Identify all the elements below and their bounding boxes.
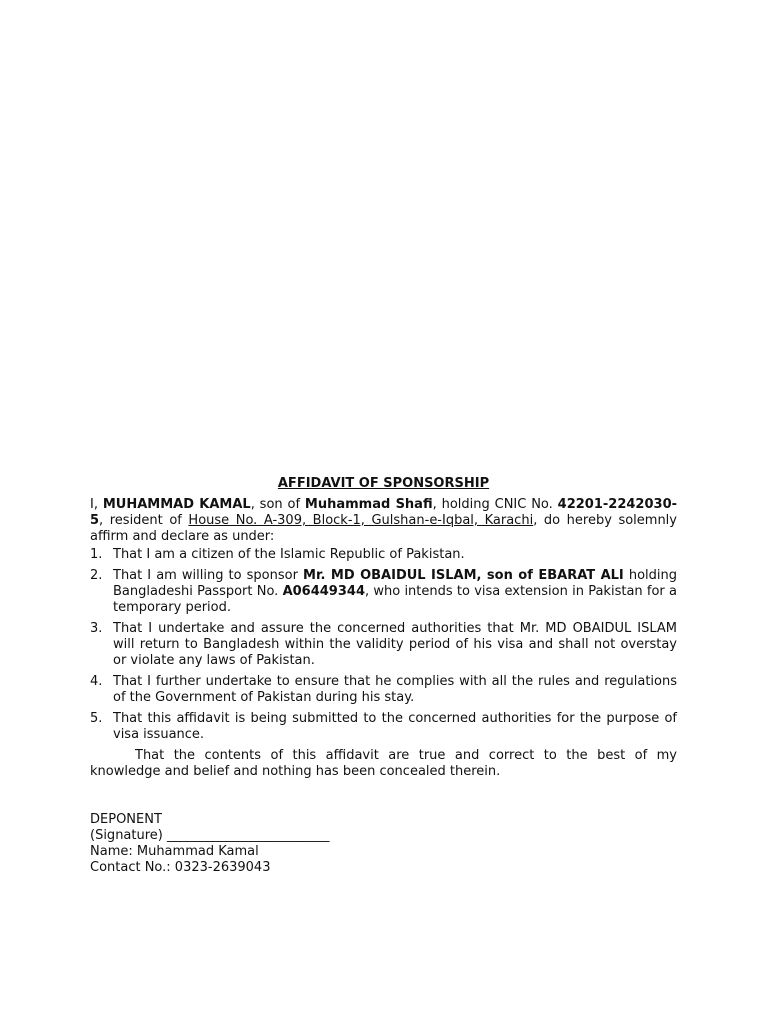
clause-number: 5. bbox=[90, 711, 103, 726]
intro-text-1: I, bbox=[90, 497, 103, 512]
clause-number: 3. bbox=[90, 621, 103, 636]
deponent-name: MUHAMMAD KAMAL bbox=[102, 497, 251, 512]
father-name: Muhammad Shafi bbox=[304, 497, 433, 512]
contact-number: Contact No.: 0323-2639043 bbox=[90, 860, 271, 875]
signature-line: (Signature) _________________________ bbox=[90, 828, 330, 843]
clause-item bbox=[90, 711, 677, 743]
document-title: AFFIDAVIT OF SPONSORSHIP bbox=[277, 476, 490, 491]
clause-item bbox=[90, 568, 677, 616]
intro-text-5: , do hereby solemnly affirm and declare as under: bbox=[90, 513, 677, 544]
signatory-name: Name: Muhammad Kamal bbox=[90, 844, 259, 859]
clause-text-2: holding Bangladeshi Passport No. bbox=[113, 568, 677, 599]
clause-number: 4. bbox=[90, 674, 103, 689]
clause-text-1: That I am willing to sponsor bbox=[113, 568, 304, 583]
cnic-number: 42201-2242030-5 bbox=[90, 497, 678, 528]
clause-number: 1. bbox=[90, 547, 103, 562]
affidavit-body bbox=[90, 476, 677, 876]
clause-text-3: , who intends to visa extension in Pakistan for a temporary period. bbox=[113, 584, 677, 615]
clause-number: 2. bbox=[90, 568, 103, 583]
clause-text: That I am a citizen of the Islamic Republic of Pakistan. bbox=[113, 547, 465, 562]
residential-address: House No. A-309, Block-1, Gulshan-e-Iqbal, Karachi bbox=[188, 513, 534, 528]
sponsee-name: Mr. MD OBAIDUL ISLAM, son of EBARAT ALI bbox=[303, 568, 624, 583]
intro-paragraph bbox=[90, 497, 677, 545]
clause-item bbox=[90, 674, 677, 706]
clause-text: That this affidavit is being submitted to the concerned authorities for the purpose of visa issuance. bbox=[113, 711, 677, 742]
clause-text: That I further undertake to ensure that he complies with all the rules and regulations of the Government of Pakistan during his stay. bbox=[113, 674, 677, 705]
clause-item bbox=[90, 621, 677, 669]
intro-text-2: , son of bbox=[250, 497, 305, 512]
intro-text-3: , holding CNIC No. bbox=[432, 497, 558, 512]
deponent-heading: DEPONENT bbox=[90, 812, 162, 827]
signature-block bbox=[90, 812, 677, 876]
passport-number: A06449344 bbox=[282, 584, 365, 599]
closing-statement: That the contents of this affidavit are true and correct to the best of my knowledge and belief and nothing has been concealed therein. bbox=[90, 748, 677, 779]
clause-item bbox=[90, 547, 677, 563]
clause-text: That I undertake and assure the concerned authorities that Mr. MD OBAIDUL ISLAM will return to Bangladesh within the validity period of his visa and shall not overstay or violate any laws of Pakistan. bbox=[113, 621, 677, 668]
intro-text-4: , resident of bbox=[99, 513, 189, 528]
clause-list bbox=[90, 547, 677, 743]
